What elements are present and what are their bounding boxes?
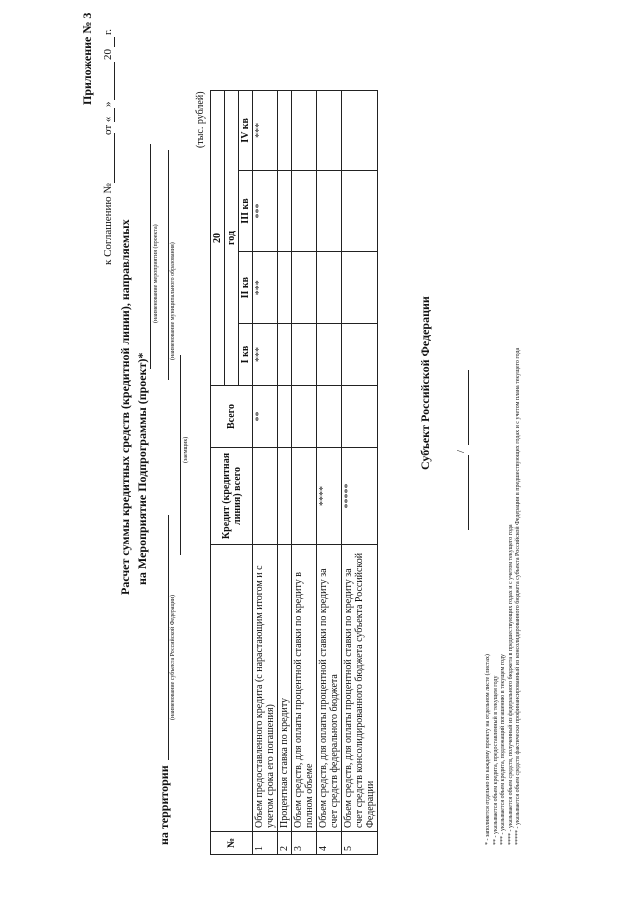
row-q2: ***: [253, 252, 278, 324]
row-q4: [317, 91, 342, 171]
footnotes: [485, 45, 523, 845]
row-name: Объем средств, для оплаты процентной ставки по кредиту за счет средств консолидированного бюджета субъекта Российской Федерации: [342, 545, 378, 832]
row-q2: [317, 252, 342, 324]
appendix-title: Приложение № 3: [80, 12, 94, 105]
header-year: [211, 91, 225, 386]
header-no: №: [211, 832, 253, 855]
header-q1: I кв: [239, 324, 253, 386]
signature-blank-left: [468, 455, 469, 530]
row-q2: [278, 252, 292, 324]
row-q1: ***: [253, 324, 278, 386]
units-label: (тыс. рублей): [195, 91, 206, 148]
row-no: 3: [292, 832, 317, 855]
row-credit: *****: [342, 448, 378, 545]
row-credit: ****: [317, 448, 342, 545]
footnote-5: ***** - указывается объем средств фактически профинансированный из консолидированного бюджета субъекта Российской Федерации в предшествующих годах и с учетом плана текущего года: [515, 347, 521, 845]
table-row: [253, 91, 278, 855]
table-row: [292, 91, 317, 855]
row-no: 5: [342, 832, 378, 855]
row-name: Объем предоставленного кредита (с нарастающим итогом и с учетом срока его погашения): [253, 545, 278, 832]
row-q3: [317, 170, 342, 252]
signature-subject: Субъект Российской Федерации: [418, 296, 432, 470]
row-q4: [342, 91, 378, 171]
project-blank: [150, 144, 151, 369]
calculation-table: [210, 90, 378, 855]
borrower-blank: [180, 355, 181, 555]
header-q2: II кв: [239, 252, 253, 324]
signature-blank-right: [468, 370, 469, 445]
day-blank: [114, 108, 115, 122]
header-year-prefix: 20: [212, 233, 223, 243]
row-q4: ***: [253, 91, 278, 171]
caption-borrower: (заемщик): [183, 436, 189, 463]
row-credit: [292, 448, 317, 545]
row-no: 2: [278, 832, 292, 855]
year-blank: [114, 37, 115, 47]
row-total: **: [253, 386, 278, 448]
row-q4: [292, 91, 317, 171]
row-q1: [292, 324, 317, 386]
header-year-suffix: год: [225, 91, 239, 386]
row-q3: [292, 170, 317, 252]
caption-municipality: (наименование муниципального образования): [170, 242, 176, 360]
agreement-from: от «: [102, 116, 114, 135]
header-q4: IV кв: [239, 91, 253, 171]
caption-subject: (наименование субъекта Российской Федерации): [170, 594, 176, 720]
table-row: [317, 91, 342, 855]
caption-project: (наименование мероприятия (проекта): [153, 224, 159, 323]
table-row: [342, 91, 378, 855]
month-blank: [114, 62, 115, 100]
footnote-2: ** - указывается объем кредита, предоставленный в текущем году: [492, 675, 499, 845]
row-no: 4: [317, 832, 342, 855]
footnote-1: * - заполняется отдельно по каждому проекту на отдельном листе (листах): [485, 654, 491, 845]
subject-blank: [168, 515, 169, 760]
agreement-prefix: к Соглашению №: [102, 183, 114, 265]
agreement-close-quote: »: [102, 101, 114, 107]
row-q1: [317, 324, 342, 386]
row-total: [342, 386, 378, 448]
header-credit: Кредит (кредитная линия) всего: [211, 448, 253, 545]
year-prefix: 20: [102, 49, 114, 60]
signature-slash: /: [455, 449, 467, 453]
title-line-2: на Мероприятие Подпрограммы (проект)*: [135, 352, 149, 585]
header-q3: III кв: [239, 170, 253, 252]
row-total: [278, 386, 292, 448]
territory-label: на территории: [157, 765, 171, 845]
row-no: 1: [253, 832, 278, 855]
row-q2: [342, 252, 378, 324]
row-q1: [342, 324, 378, 386]
footnote-4: **** - указывается объем средств, полученный из федерального бюджета в предшествующих годах и с учетом текущего года: [507, 524, 514, 845]
title-line-1: Расчет суммы кредитных средств (кредитной линии), направляемых: [118, 219, 132, 595]
row-name: Объем средств, для оплаты процентной ставки по кредиту в полном объеме: [292, 545, 317, 832]
row-total: [292, 386, 317, 448]
agreement-number-blank: [114, 133, 115, 183]
row-q4: [278, 91, 292, 171]
row-total: [317, 386, 342, 448]
row-credit: [278, 448, 292, 545]
table-row: [278, 91, 292, 855]
header-name: [211, 545, 253, 832]
footnote-3: *** - указывается объем кредита, подлежащий погашению в текущем году: [500, 653, 506, 845]
municipality-blank: [168, 150, 169, 380]
row-name: Объем средств, для оплаты процентной ставки по кредиту за счет средств федерального бюджета: [317, 545, 342, 832]
row-q3: [342, 170, 378, 252]
year-suffix: г.: [102, 28, 114, 35]
row-name: Процентная ставка по кредиту: [278, 545, 292, 832]
header-total: Всего: [211, 386, 253, 448]
row-q3: [278, 170, 292, 252]
row-q2: [292, 252, 317, 324]
row-credit: [253, 448, 278, 545]
row-q3: ***: [253, 170, 278, 252]
row-q1: [278, 324, 292, 386]
